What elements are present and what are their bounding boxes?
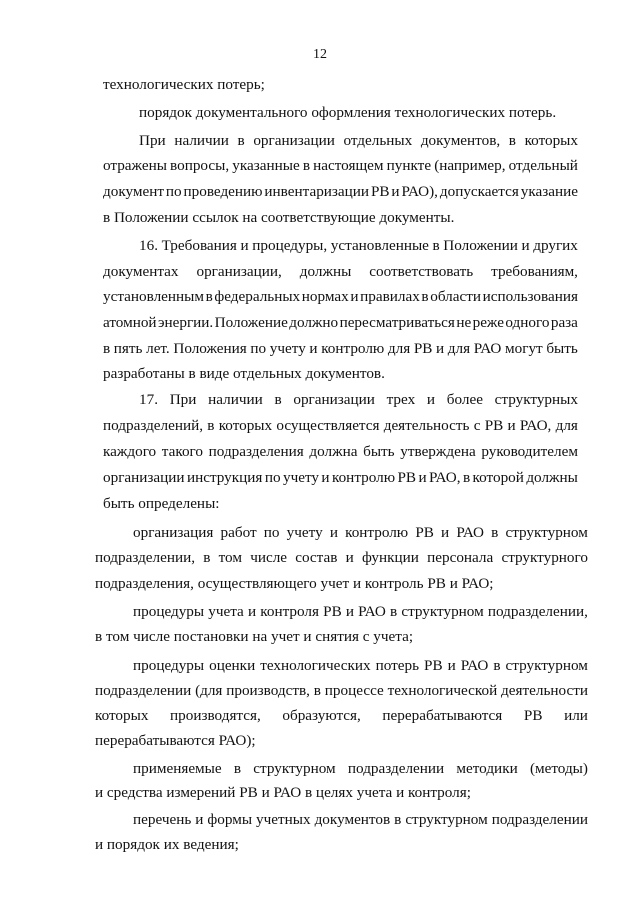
text-line: быть определены: (103, 495, 220, 512)
text-line: подразделения, осуществляющего учет и контроль РВ и РАО; (95, 575, 494, 592)
text-line: 17. При наличии в организации трех и более структурных (139, 391, 578, 408)
text-line: в том числе постановки на учет и снятия с учета; (95, 628, 414, 645)
text-line: и порядок их ведения; (95, 836, 239, 853)
text-line: каждого такого подразделения должна быть утверждена руководителем (103, 443, 578, 460)
text-line: разработаны в виде отдельных документов. (103, 365, 385, 382)
text-line: организации инструкция по учету и контролю РВ и РАО, в которой должны (103, 469, 578, 486)
text-line: отражены вопросы, указанные в настоящем пункте (например, отдельный (103, 157, 578, 174)
text-line: установленным в федеральных нормах и правилах в области использования (103, 288, 578, 305)
text-line: технологических потерь; (103, 76, 265, 93)
text-line: порядок документального оформления технологических потерь. (139, 104, 557, 121)
text-line: подразделений, в которых осуществляется деятельность с РВ и РАО, для (103, 417, 578, 434)
text-line: При наличии в организации отдельных документов, в которых (139, 132, 578, 149)
text-line: перечень и формы учетных документов в структурном подразделении (133, 811, 588, 828)
text-line: которых производятся, образуются, перерабатываются РВ или (95, 707, 588, 724)
text-line: документах организации, должны соответствовать требованиям, (103, 263, 578, 280)
text-line: процедуры оценки технологических потерь РВ и РАО в структурном (133, 657, 588, 674)
text-line: 16. Требования и процедуры, установленные в Положении и других (139, 237, 578, 254)
text-line: документ по проведению инвентаризации РВ и РАО), допускается указание (103, 183, 578, 200)
text-line: и средства измерений РВ и РАО в целях учета и контроля; (95, 784, 471, 801)
text-line: перерабатываются РАО); (95, 732, 256, 749)
text-line: в пять лет. Положения по учету и контролю для РВ и для РАО могут быть (103, 340, 578, 357)
text-line: подразделении, в том числе состав и функции персонала структурного (95, 549, 588, 566)
text-line: организация работ по учету и контролю РВ и РАО в структурном (133, 524, 588, 541)
text-line: атомной энергии. Положение должно пересматриваться не реже одного раза (103, 314, 578, 331)
page-number: 12 (313, 47, 327, 62)
text-line: подразделении (для производств, в процессе технологической деятельности (95, 682, 588, 699)
text-line: процедуры учета и контроля РВ и РАО в структурном подразделении, (133, 603, 588, 620)
text-line: применяемые в структурном подразделении методики (методы) (133, 760, 588, 777)
text-line: в Положении ссылок на соответствующие документы. (103, 209, 455, 226)
